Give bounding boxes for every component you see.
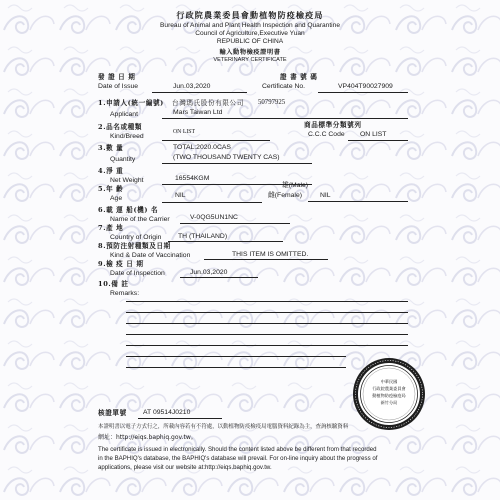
kind-label-zh: 2.品名或種類 [98,123,143,131]
seal-text-1: 中華民國 [380,379,398,384]
remarks-line [126,356,346,357]
country-title: REPUBLIC OF CHINA [216,38,284,45]
applicant-label-zh: 1.申請人(統一編號) [98,99,164,107]
inspection-date-label-en: Date of Inspection [110,270,165,277]
seal-text-2: 行政院農業委員會 [372,386,406,391]
vaccination-label-zh: 8.預防注射種類及日期 [98,242,171,250]
seal-text-4: 新竹分局 [380,400,398,405]
carrier-label-zh: 6.載 運 船(機) 名 [98,206,159,214]
official-seal [351,356,427,432]
vaccination-label-en: Kind & Date of Vaccination [110,252,191,259]
vaccination-value: THIS ITEM IS OMITTED. [232,251,309,258]
carrier-value: V-0QG5UN1NC [190,214,238,221]
remarks-line [126,367,346,368]
quantity-underline [162,163,312,164]
sex-female-label: 雌(Female) [268,192,302,199]
net-weight-label-en: Net Weight [110,177,144,184]
seal-text-3: 動植物防疫檢疫局 [372,393,406,398]
quantity-value-1: TOTAL:2020.0CAS [173,144,231,151]
bureau-title-en: Bureau of Animal and Plant Health Inspection and Quarantine [160,22,340,29]
certificate-title-zh: 輸入動物檢疫證明書 [219,49,281,56]
sex-value: NIL [320,192,331,199]
issuer-underline [138,418,222,419]
issue-date-underline [152,92,247,93]
issue-date-label-en: Date of Issue [98,83,139,90]
ccc-label-en: C.C.C Code [308,131,345,138]
origin-label-zh: 7.產 地 [98,224,124,232]
footer-note-zh-1: 本證明書以電子方式行之，所載內容若有不符處，以動植物防疫檢疫局電腦資料紀錄為主，查詢核驗資料 [98,424,349,430]
vaccination-underline [204,259,328,260]
issuer-label: 核證單號 [98,409,127,417]
remarks-label-zh: 10.備 註 [98,280,129,288]
ccc-value: ON LIST [360,131,387,138]
remarks-line [126,301,408,302]
certificate-no-underline [318,92,408,93]
remarks-line [126,323,408,324]
age-underline [162,202,262,203]
applicant-label-en: Applicant [110,111,138,118]
footer-note-zh-2: 網址：http://eiqs.baphiq.gov.tw。 [98,434,197,441]
inspection-date-underline [180,277,258,278]
net-weight-label-zh: 4.淨 重 [98,167,124,175]
kind-underline [162,140,270,141]
applicant-value-zh: 台灣瑪氏股份有限公司 [172,99,244,107]
inspection-date-value: Jun.03,2020 [190,269,228,276]
origin-underline [168,241,283,242]
kind-label-en: Kind/Breed [110,133,144,140]
age-value: NIL [175,192,186,199]
certificate-no-label-en: Certificate No. [262,83,306,90]
sex-underline [308,201,408,202]
remarks-label-en: Remarks: [110,290,140,297]
council-title-en: Council of Agriculture,Executive Yuan [195,30,305,37]
certificate-title-en: VETERINARY CERTIFICATE [213,57,287,63]
ccc-underline [348,140,408,141]
sex-male-label: 雄(Male) [282,182,309,189]
quantity-value-2: (TWO THOUSAND TWENTY CAS) [173,154,280,161]
issuer-value: AT 09514J0210 [143,409,191,416]
age-label-en: Age [110,195,123,202]
quantity-label-en: Quantity [110,156,136,163]
applicant-underline [162,118,408,119]
issue-date-label-zh: 發 證 日 期 [98,73,136,81]
kind-value: ON LIST [173,129,196,135]
footer-note-en-1: The certificate is issued in electronically. Should the content listed above be different from that recorded [98,446,377,453]
remarks-line [126,334,408,335]
carrier-label-en: Name of the Carrier [110,216,170,223]
applicant-value-en: Mars Taiwan Ltd [173,109,223,116]
origin-value: TH (THAILAND) [178,233,228,240]
certificate-no-value: VP404T90027909 [338,83,393,90]
certificate-no-label-zh: 證 書 號 碼 [280,73,318,81]
carrier-underline [180,223,290,224]
bureau-title-zh: 行政院農業委員會動植物防疫檢疫局 [176,10,324,20]
issue-date-value: Jun.03,2020 [173,83,211,90]
remarks-line [126,312,408,313]
footer-note-en-3: applications, please visit our website at:http://eiqs.baphiq.gov.tw. [98,464,272,471]
ccc-label-zh: 商品標準分類號列 [304,121,362,129]
footer-note-en-2: in the BAPHIQ's database, the BAPHIQ's database will prevail. For on-line inquiry about the progress of [98,455,378,462]
quantity-label-zh: 3.數 量 [98,144,124,152]
age-label-zh: 5.年 齡 [98,185,124,193]
remarks-line [126,345,408,346]
applicant-id-value: 50797925 [258,99,286,106]
inspection-date-label-zh: 9.檢 疫 日 期 [98,260,144,268]
net-weight-value: 16554KGM [175,175,210,182]
origin-label-en: Country of Origin [110,234,162,241]
